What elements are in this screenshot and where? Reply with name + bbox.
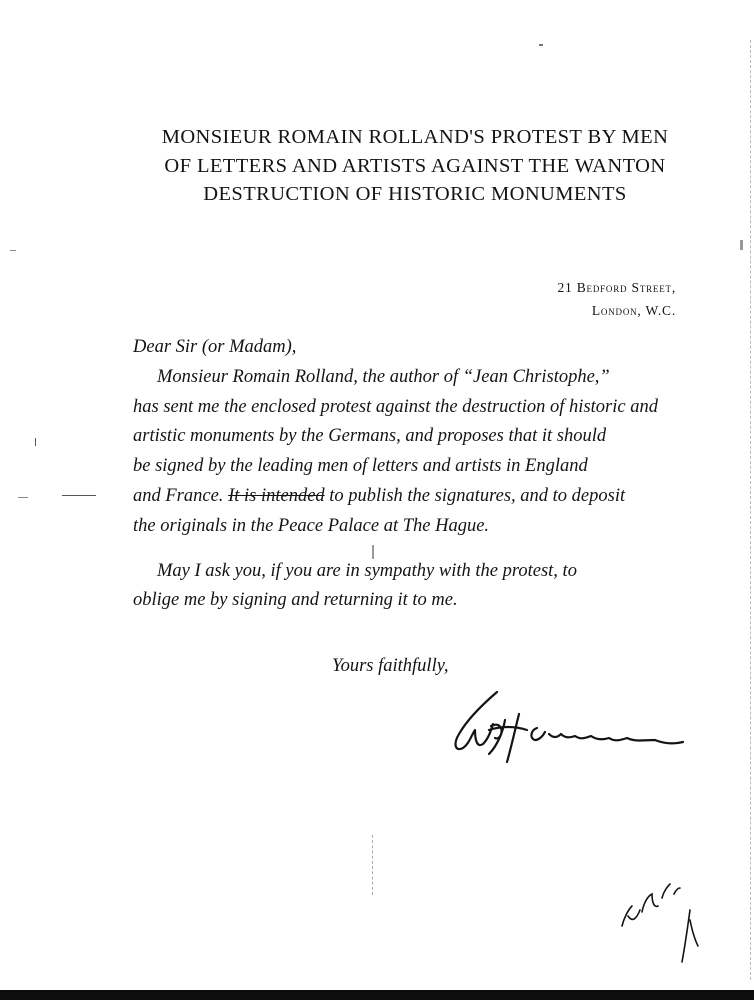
paragraph2-line2: oblige me by signing and returning it to me. (133, 590, 458, 611)
pencil-annotation (618, 880, 708, 970)
sender-address (440, 276, 676, 322)
title-line-2: OF LETTERS AND ARTISTS AGAINST THE WANTON (164, 154, 666, 177)
address-line-1: 21 Bedford Street, (557, 280, 676, 295)
title-line-3: DESTRUCTION OF HISTORIC MONUMENTS (203, 183, 627, 205)
paragraph1-line5-b: to publish the signatures, and to deposit (324, 485, 626, 506)
document-title (90, 123, 740, 209)
paragraph1-line6: the originals in the Peace Palace at The Hague. (133, 515, 490, 536)
paragraph1-line5-a: and France. (133, 485, 224, 506)
letter-body (133, 333, 693, 616)
scan-speck (740, 240, 743, 250)
handwritten-signature (445, 690, 685, 770)
scan-speck (372, 545, 374, 559)
scan-edge-bar (0, 990, 754, 1000)
scan-speck (62, 495, 96, 496)
scan-speck (372, 835, 374, 895)
address-line-2: London, W.C. (591, 303, 676, 318)
paragraph1-line1: Monsieur Romain Rolland, the author of “Jean Christophe,” (157, 366, 610, 387)
page-edge (750, 40, 754, 980)
scan-speck (539, 44, 543, 46)
salutation: Dear Sir (or Madam), (133, 337, 297, 357)
paragraph1-line4: be signed by the leading men of letters and artists in England (133, 456, 588, 477)
struck-text: It is intended (228, 485, 325, 506)
paragraph1-line2: has sent me the enclosed protest against the destruction of historic and (133, 396, 658, 417)
paragraph1-line3: artistic monuments by the Germans, and proposes that it should (133, 426, 607, 447)
paragraph2-line1: May I ask you, if you are in sympathy with the protest, to (157, 560, 577, 581)
closing: Yours faithfully, (332, 656, 449, 676)
scan-speck (35, 438, 36, 446)
scan-speck (10, 250, 16, 251)
scan-speck (18, 497, 28, 498)
paragraph1-line5 (133, 482, 693, 512)
title-line-1: MONSIEUR ROMAIN ROLLAND'S PROTEST BY MEN (161, 126, 669, 148)
